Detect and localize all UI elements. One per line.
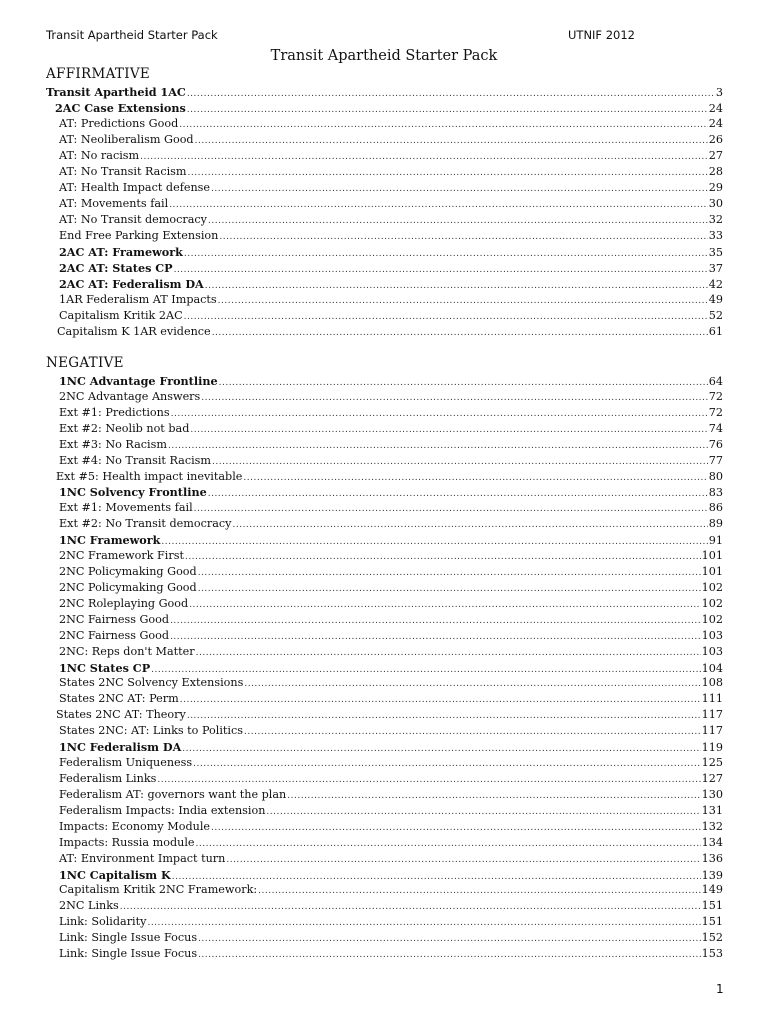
toc-entry-page: 139 — [701, 868, 723, 882]
toc-entry-page: 64 — [708, 375, 723, 388]
toc-entry-page: 151 — [701, 915, 723, 929]
toc-entry-title: 2NC Fairness Good — [59, 612, 170, 626]
dot-leader — [195, 133, 708, 149]
dot-leader — [170, 613, 701, 629]
toc-entry-page: 61 — [708, 325, 723, 338]
toc-entry-title: Link: Single Issue Focus — [59, 931, 198, 945]
toc-entry-page: 101 — [701, 549, 723, 563]
toc-entry-page: 86 — [708, 501, 723, 515]
dot-leader — [147, 915, 700, 931]
toc-entry-title: Ext #2: Neolib not bad — [59, 421, 190, 435]
dot-leader — [198, 947, 701, 963]
toc-entry-title: 1AR Federalism AT Impacts — [59, 293, 217, 306]
dot-leader — [211, 820, 701, 836]
toc-entry-title: 2AC Case Extensions — [55, 101, 186, 115]
toc-entry-page: 35 — [708, 246, 723, 259]
toc-entry-page: 72 — [708, 405, 723, 419]
dot-leader — [198, 565, 701, 581]
toc-entry-title: 1NC States CP — [59, 660, 151, 675]
toc-entry-page: 32 — [708, 213, 723, 226]
toc-entry-page: 103 — [701, 628, 723, 642]
dot-leader — [189, 597, 700, 613]
toc-entry-page: 136 — [701, 851, 723, 865]
toc-entry-title: 1NC Solvency Frontline — [59, 485, 207, 500]
toc-entry[interactable] — [59, 116, 723, 132]
toc-entry-title: AT: No racism — [59, 149, 140, 162]
toc-entry-page: 83 — [708, 486, 723, 500]
toc-entry-page: 152 — [701, 931, 723, 945]
dot-leader — [180, 692, 701, 708]
toc-entry-title: 1NC Advantage Frontline — [59, 374, 218, 388]
toc-entry-title: 2NC Policymaking Good — [59, 580, 197, 594]
toc-entry-page: 131 — [701, 803, 723, 817]
toc-entry[interactable] — [59, 803, 723, 819]
toc-entry-page: 72 — [708, 389, 723, 403]
toc-entry[interactable] — [59, 882, 723, 898]
toc-entry[interactable] — [59, 914, 723, 930]
header-right-event: UTNIF 2012 — [568, 28, 635, 42]
toc-entry[interactable] — [59, 771, 723, 787]
toc-entry-title: Federalism AT: governors want the plan — [59, 787, 287, 801]
toc-entry[interactable] — [59, 421, 723, 437]
toc-entry[interactable] — [59, 453, 723, 469]
toc-entry[interactable] — [59, 164, 723, 180]
toc-entry-page: 28 — [708, 165, 723, 178]
dot-leader — [198, 931, 701, 947]
toc-entry[interactable] — [59, 228, 723, 244]
toc-entry-title: AT: No Transit Racism — [59, 165, 187, 178]
toc-entry[interactable] — [59, 739, 723, 755]
dot-leader — [208, 213, 708, 229]
toc-entry-page: 27 — [708, 149, 723, 162]
dot-leader — [244, 676, 700, 692]
toc-entry-page: 108 — [701, 676, 723, 690]
toc-entry-page: 102 — [701, 580, 723, 594]
toc-entry-page: 153 — [701, 947, 723, 961]
dot-leader — [187, 708, 701, 724]
toc-entry-page: 80 — [708, 469, 723, 483]
dot-leader — [169, 197, 708, 213]
dot-leader — [287, 788, 700, 804]
toc-entry-page: 102 — [701, 612, 723, 626]
toc-entry-page: 74 — [708, 421, 723, 435]
dot-leader — [219, 229, 707, 245]
toc-entry[interactable] — [59, 819, 723, 835]
toc-entry-page: 37 — [708, 262, 723, 275]
toc-entry[interactable] — [59, 196, 723, 212]
toc-entry-title: States 2NC AT: Perm — [59, 692, 179, 706]
dot-leader — [193, 756, 701, 772]
toc-entry-title: States 2NC AT: Theory — [56, 708, 186, 722]
toc-entry[interactable] — [59, 628, 723, 644]
toc-entry-title: 2NC Advantage Answers — [59, 389, 201, 403]
dot-leader — [140, 149, 708, 165]
toc-entry-page: 125 — [701, 756, 723, 770]
dot-leader — [218, 293, 708, 309]
toc-entry[interactable] — [59, 180, 723, 196]
toc-entry-title: AT: No Transit democracy — [59, 213, 207, 226]
toc-entry-page: 33 — [708, 229, 723, 242]
toc-entry-page: 127 — [701, 772, 723, 785]
dot-leader — [184, 309, 708, 325]
toc-entry-title: Ext #4: No Transit Racism — [59, 453, 212, 467]
dot-leader — [212, 454, 708, 470]
toc-entry-title: Capitalism K 1AR evidence — [57, 325, 211, 338]
toc-entry-title: Ext #2: No Transit democracy — [59, 517, 232, 531]
toc-entry-title: AT: Movements fail — [59, 197, 169, 210]
header-left-title: Transit Apartheid Starter Pack — [46, 28, 218, 42]
toc-entry-page: 30 — [708, 197, 723, 210]
toc-entry[interactable] — [59, 691, 723, 707]
toc-entry-page: 119 — [701, 741, 723, 755]
dot-leader — [170, 629, 701, 645]
toc-entry-page: 101 — [701, 565, 723, 579]
dot-leader — [244, 724, 701, 740]
toc-entry[interactable] — [59, 755, 723, 771]
toc-entry-page: 24 — [708, 102, 723, 115]
toc-entry[interactable] — [59, 580, 723, 596]
toc-entry-title: States 2NC: AT: Links to Politics — [59, 724, 244, 738]
toc-entry[interactable] — [46, 84, 723, 100]
toc-entry-title: AT: Neoliberalism Good — [59, 133, 194, 146]
toc-entry[interactable] — [59, 212, 723, 228]
section-heading-negative: NEGATIVE — [46, 355, 124, 371]
toc-entry[interactable] — [59, 516, 723, 532]
toc-entry-title: Link: Single Issue Focus — [59, 947, 198, 961]
toc-entry[interactable] — [59, 132, 723, 148]
toc-entry-page: 29 — [708, 181, 723, 194]
toc-entry-title: 1NC Capitalism K — [59, 867, 171, 882]
toc-entry-title: Ext #3: No Racism — [59, 437, 167, 451]
toc-entry[interactable] — [59, 244, 723, 260]
page-number: 1 — [716, 982, 724, 996]
dot-leader — [194, 501, 708, 517]
toc-entry[interactable] — [59, 500, 723, 516]
toc-entry[interactable] — [59, 787, 723, 803]
toc-entry[interactable] — [59, 723, 723, 739]
toc-entry[interactable] — [55, 100, 723, 116]
dot-leader — [171, 406, 708, 422]
toc-entry-title: AT: Predictions Good — [59, 117, 179, 130]
toc-entry[interactable] — [59, 946, 723, 962]
toc-entry-page: 24 — [708, 117, 723, 130]
toc-entry[interactable] — [59, 675, 723, 691]
toc-entry-page: 111 — [701, 692, 723, 706]
document-title: Transit Apartheid Starter Pack — [270, 48, 498, 64]
toc-entry-page: 76 — [708, 437, 723, 451]
toc-entry[interactable] — [59, 373, 723, 389]
toc-entry[interactable] — [59, 596, 723, 612]
toc-entry-title: 2NC Links — [59, 899, 119, 913]
toc-entry-page: 26 — [708, 133, 723, 146]
toc-entry-page: 3 — [715, 86, 723, 99]
toc-entry-title: Ext #5: Health impact inevitable — [56, 469, 243, 483]
toc-entry-title: 1NC Federalism DA — [59, 740, 182, 755]
dot-leader — [196, 645, 701, 661]
section-heading-affirmative: AFFIRMATIVE — [46, 66, 151, 82]
dot-leader — [157, 772, 700, 788]
toc-entry-title: Transit Apartheid 1AC — [46, 85, 186, 99]
toc-entry[interactable] — [57, 324, 723, 340]
toc-entry-title: End Free Parking Extension — [59, 229, 219, 242]
dot-leader — [266, 804, 700, 820]
toc-entry[interactable] — [59, 644, 723, 660]
toc-entry-page: 102 — [701, 596, 723, 610]
toc-entry[interactable] — [59, 612, 723, 628]
toc-entry-page: 134 — [701, 835, 723, 849]
toc-entry[interactable] — [59, 532, 723, 548]
toc-entry-title: Capitalism Kritik 2AC — [59, 309, 183, 322]
toc-entry[interactable] — [59, 930, 723, 946]
toc-entry[interactable] — [59, 898, 723, 914]
toc-entry[interactable] — [59, 484, 723, 500]
toc-entry-page: 49 — [708, 293, 723, 306]
dot-leader — [196, 836, 701, 852]
dot-leader — [211, 181, 708, 197]
toc-entry-page: 130 — [701, 787, 723, 801]
dot-leader — [243, 470, 707, 486]
toc-entry-title: Impacts: Russia module — [59, 835, 195, 849]
toc-entry-title: 2AC AT: Framework — [59, 245, 183, 259]
toc-entry-title: Ext #1: Predictions — [59, 405, 170, 419]
toc-entry-title: 2NC: Reps don't Matter — [59, 644, 195, 658]
toc-entry[interactable] — [59, 148, 723, 164]
toc-entry-title: 2AC AT: States CP — [59, 261, 173, 275]
toc-entry[interactable] — [59, 292, 723, 308]
dot-leader — [185, 549, 701, 565]
dot-leader — [190, 422, 707, 438]
toc-entry-page: 132 — [701, 819, 723, 833]
toc-entry-title: 2NC Framework First — [59, 549, 184, 563]
toc-entry-title: Capitalism Kritik 2NC Framework: — [59, 883, 258, 897]
toc-entry-title: Federalism Links — [59, 772, 157, 785]
toc-entry-title: Federalism Impacts: India extension — [59, 803, 266, 817]
toc-entry[interactable] — [59, 389, 723, 405]
toc-entry[interactable] — [59, 276, 723, 292]
toc-entry[interactable] — [59, 564, 723, 580]
toc-entry[interactable] — [59, 308, 723, 324]
toc-entry-title: Impacts: Economy Module — [59, 819, 211, 833]
toc-entry-title: Link: Solidarity — [59, 915, 147, 929]
toc-entry[interactable] — [56, 707, 723, 723]
dot-leader — [198, 581, 701, 597]
toc-entry[interactable] — [59, 405, 723, 421]
toc-entry-title: States 2NC Solvency Extensions — [59, 676, 244, 690]
toc-entry-page: 104 — [701, 661, 723, 675]
toc-entry[interactable] — [59, 548, 723, 564]
toc-entry-title: 2NC Fairness Good — [59, 628, 170, 642]
toc-entry-title: 1NC Framework — [59, 533, 161, 548]
toc-entry-page: 117 — [701, 724, 723, 738]
toc-entry[interactable] — [59, 260, 723, 276]
toc-entry-title: AT: Health Impact defense — [59, 181, 211, 194]
dot-leader — [188, 165, 708, 181]
toc-entry[interactable] — [59, 437, 723, 453]
toc-entry-title: 2NC Roleplaying Good — [59, 596, 189, 610]
toc-entry-page: 149 — [701, 883, 723, 897]
dot-leader — [201, 390, 707, 406]
toc-entry-page: 151 — [701, 899, 723, 913]
toc-entry-page: 89 — [708, 517, 723, 531]
dot-leader — [179, 117, 708, 133]
toc-entry-page: 117 — [701, 708, 723, 722]
toc-entry-page: 91 — [708, 534, 723, 548]
toc-entry-title: Ext #1: Movements fail — [59, 501, 193, 515]
dot-leader — [226, 852, 700, 868]
dot-leader — [232, 517, 707, 533]
toc-entry[interactable] — [59, 867, 723, 883]
toc-entry-page: 52 — [708, 309, 723, 322]
dot-leader — [212, 325, 708, 341]
dot-leader — [168, 438, 708, 454]
dot-leader — [258, 883, 701, 899]
toc-entry-title: Federalism Uniqueness — [59, 756, 193, 770]
toc-entry[interactable] — [59, 660, 723, 676]
dot-leader — [120, 899, 701, 915]
toc-entry-page: 42 — [708, 278, 723, 291]
toc-entry-page: 77 — [708, 453, 723, 467]
toc-entry-title: 2AC AT: Federalism DA — [59, 277, 204, 291]
toc-entry-page: 103 — [701, 644, 723, 658]
toc-entry[interactable] — [59, 835, 723, 851]
toc-entry-title: 2NC Policymaking Good — [59, 565, 197, 579]
toc-entry[interactable] — [56, 469, 723, 485]
toc-entry-title: AT: Environment Impact turn — [59, 851, 226, 865]
toc-entry[interactable] — [59, 851, 723, 867]
